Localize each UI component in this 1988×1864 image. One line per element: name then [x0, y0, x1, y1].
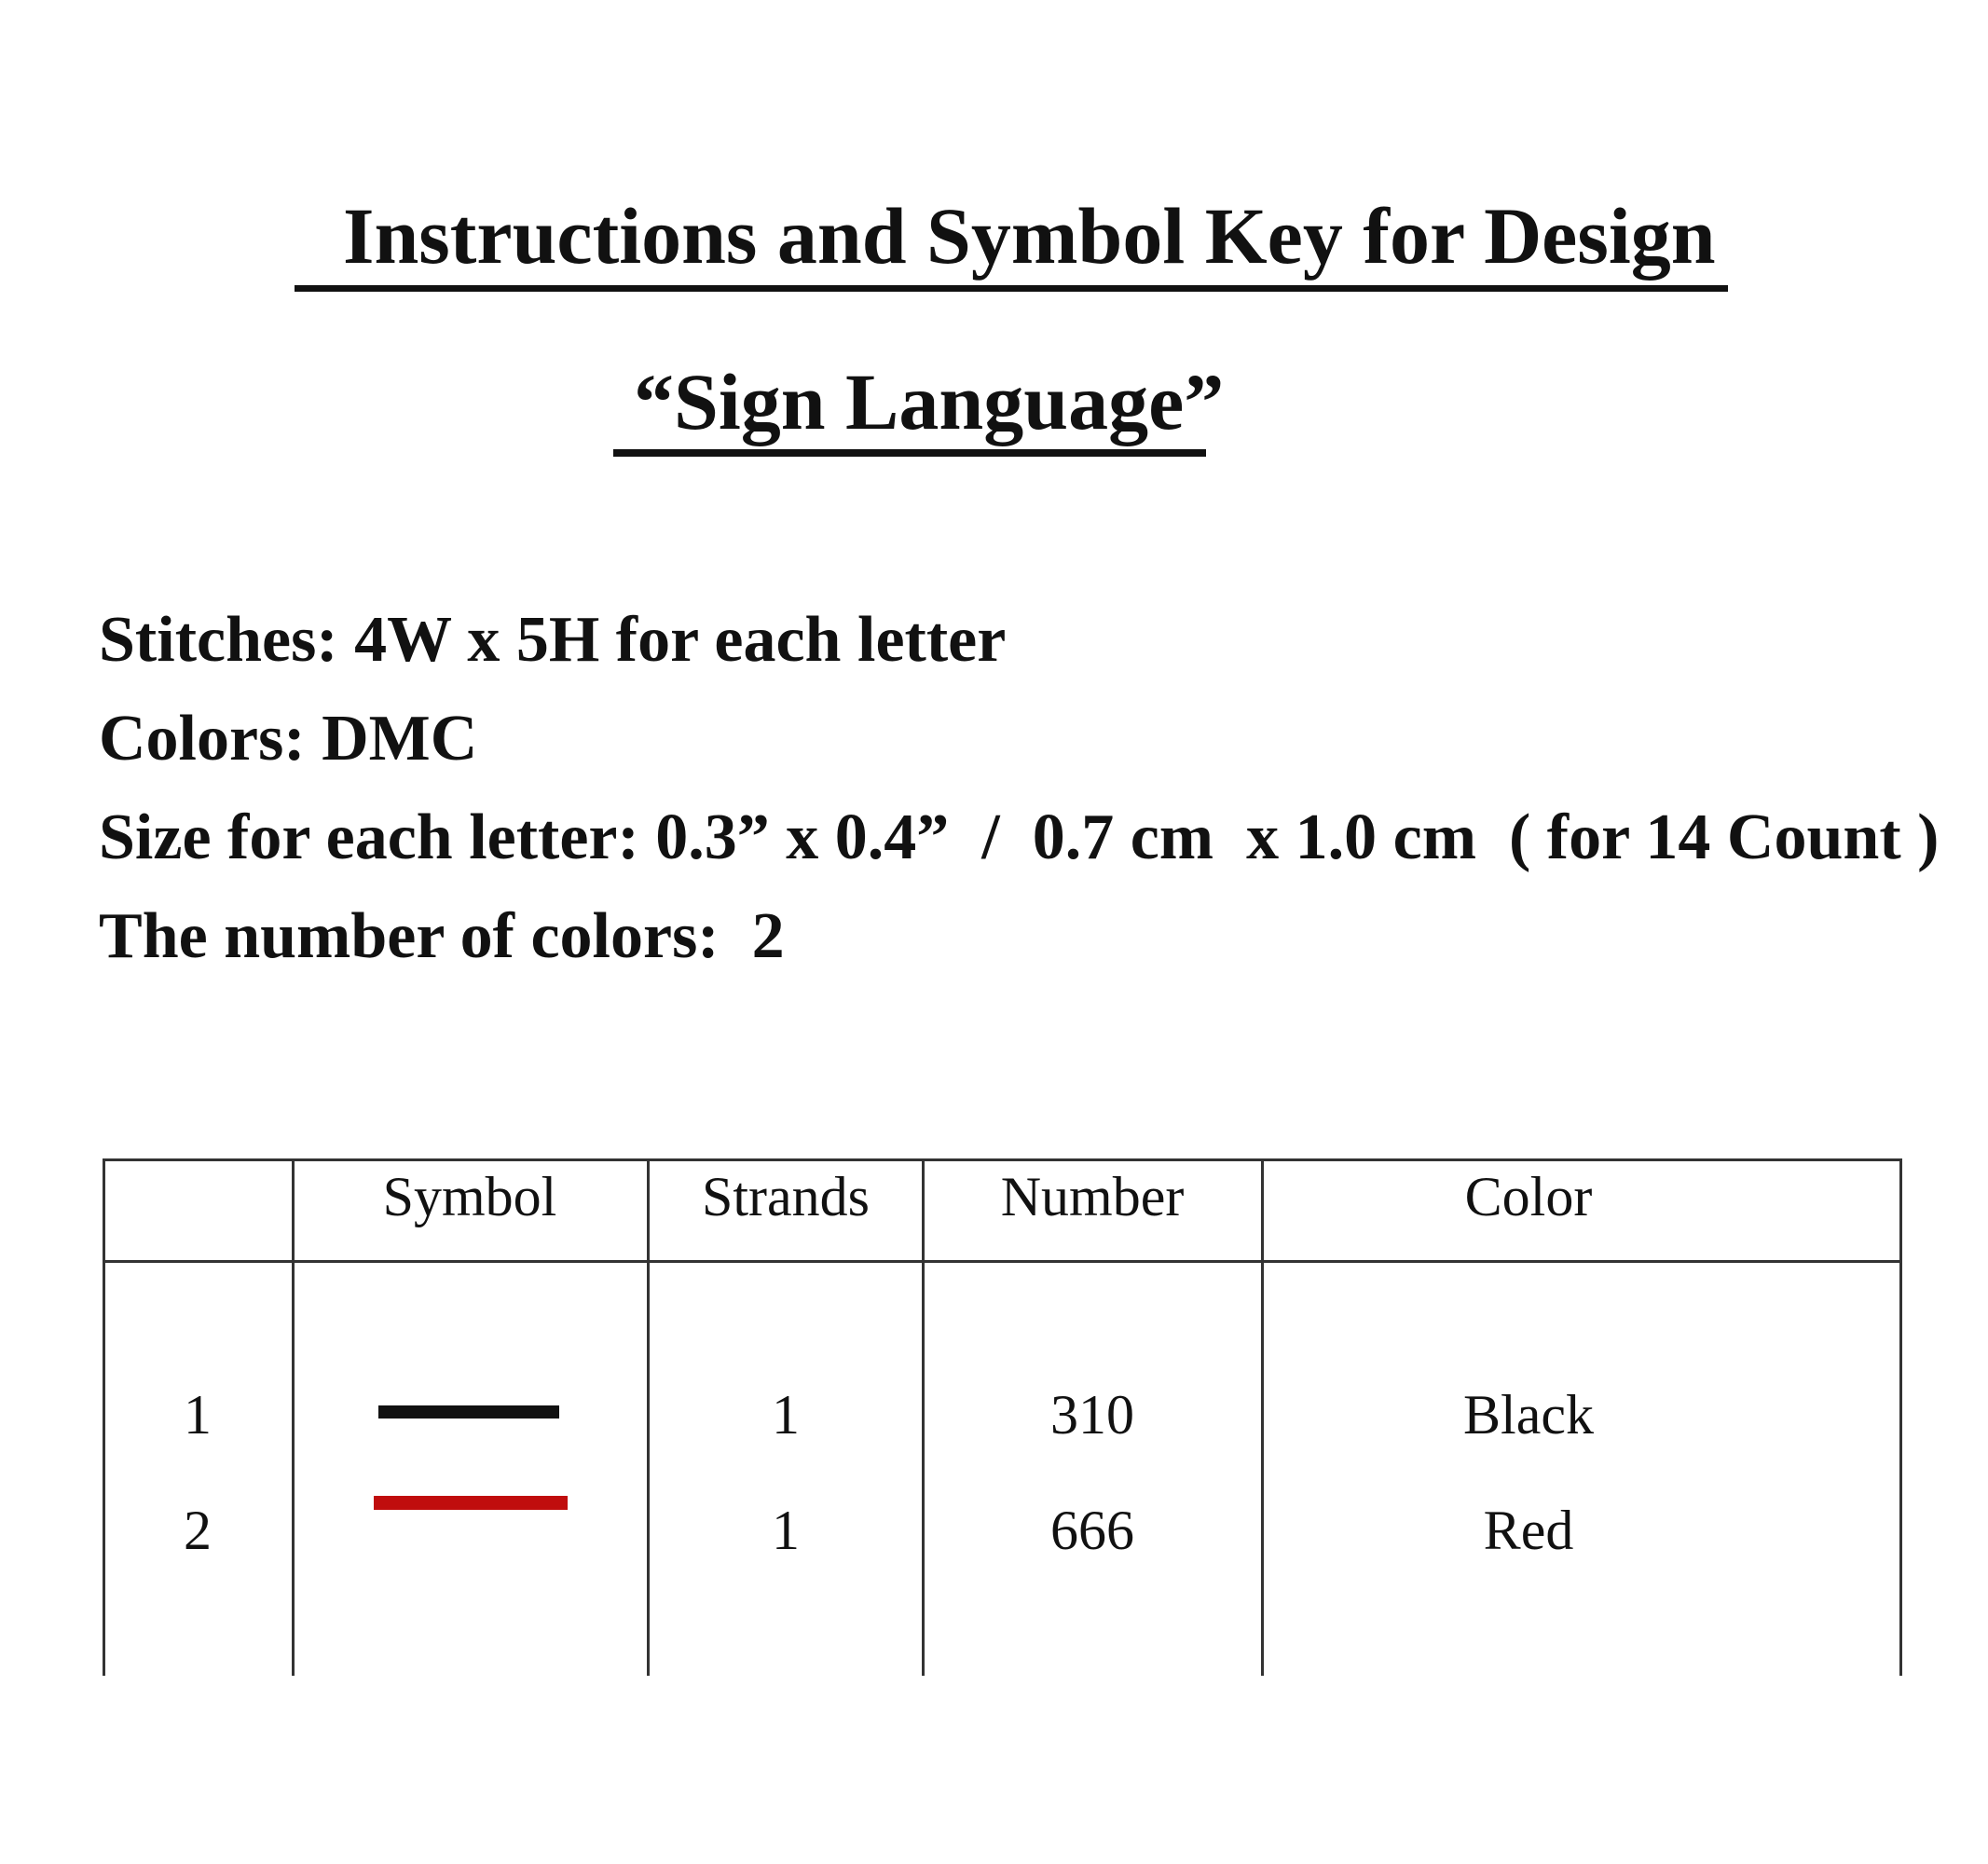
table-column-border [292, 1158, 295, 1676]
row-strands: 1 [772, 1384, 800, 1446]
row-strands: 1 [772, 1500, 800, 1561]
row-index: 1 [184, 1384, 212, 1446]
number-of-colors-info: The number of colors: 2 [99, 900, 785, 972]
size-info: Size for each letter: 0.3” x 0.4” / 0.7 cm x 1.0 cm ( for 14 Count ) [99, 802, 1940, 873]
column-header-color: Color [1464, 1166, 1593, 1227]
row-number: 666 [1050, 1500, 1134, 1561]
table-column-border [103, 1158, 105, 1676]
design-name: “Sign Language” [634, 357, 1225, 446]
title-underline [295, 285, 1728, 292]
design-name-underline [613, 449, 1206, 457]
table-column-border [922, 1158, 925, 1676]
stitches-info: Stitches: 4W x 5H for each letter [99, 604, 1007, 676]
document-title: Instructions and Symbol Key for Design [343, 191, 1716, 281]
colors-info: Colors: DMC [99, 703, 478, 774]
row-number: 310 [1050, 1384, 1134, 1446]
table-header-border [103, 1260, 1902, 1263]
red-line-symbol [374, 1496, 568, 1510]
row-index: 2 [184, 1500, 212, 1561]
row-color: Red [1483, 1500, 1574, 1561]
table-column-border [1261, 1158, 1264, 1676]
column-header-number: Number [1000, 1166, 1185, 1227]
row-color: Black [1463, 1384, 1594, 1446]
table-top-border [103, 1158, 1902, 1161]
column-header-strands: Strands [702, 1166, 870, 1227]
table-column-border [1899, 1158, 1902, 1676]
column-header-symbol: Symbol [382, 1166, 557, 1227]
table-column-border [647, 1158, 650, 1676]
black-line-symbol [378, 1405, 559, 1419]
